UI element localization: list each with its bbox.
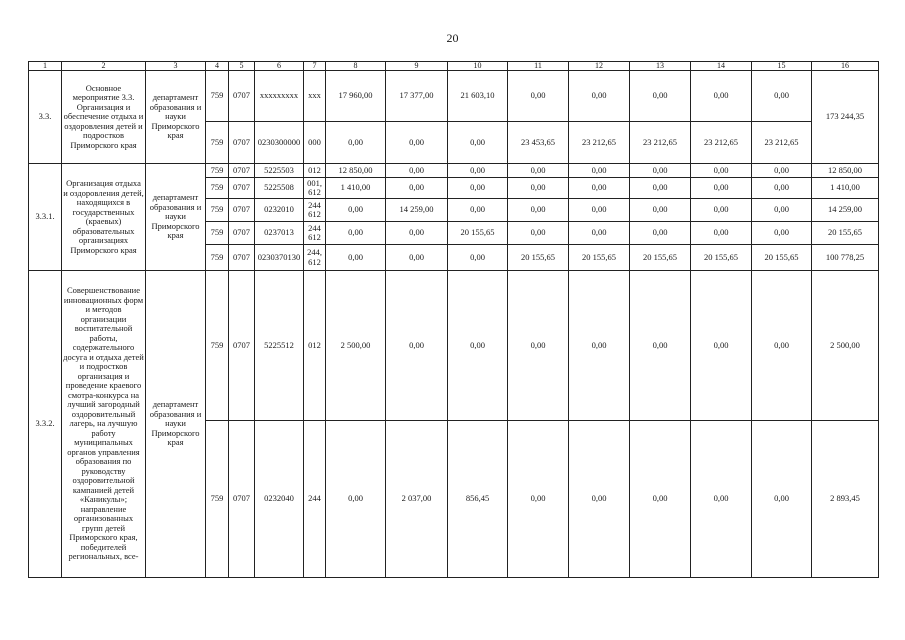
value-cell: 0,00 (508, 71, 569, 122)
table-cell: 759 (206, 222, 229, 245)
table-cell: 0707 (229, 245, 255, 271)
column-header: 2 (62, 62, 146, 71)
table-cell: 5225512 (255, 271, 304, 421)
value-cell: 20 155,65 (691, 245, 752, 271)
table-cell: 0232040 (255, 421, 304, 578)
table-cell: 5225508 (255, 178, 304, 199)
value-cell: 0,00 (448, 122, 508, 164)
value-cell: 12 850,00 (326, 164, 386, 178)
section-name: Основное мероприятие 3.3. Организация и обеспечение отдыха и оздоровления детей и подростков Приморского края (62, 71, 146, 164)
table-cell: 000 (304, 122, 326, 164)
value-cell: 2 500,00 (326, 271, 386, 421)
page-number: 20 (446, 31, 459, 45)
value-cell: 0,00 (569, 164, 630, 178)
value-cell: 23 453,65 (508, 122, 569, 164)
value-cell: 0,00 (630, 164, 691, 178)
value-cell: 0,00 (752, 164, 812, 178)
value-cell: 0,00 (508, 199, 569, 222)
value-cell: 23 212,65 (630, 122, 691, 164)
value-cell: 0,00 (386, 245, 448, 271)
department-cell: департамент образования и науки Приморского края (146, 164, 206, 271)
table-cell: 0230300000 (255, 122, 304, 164)
value-cell: 17 377,00 (386, 71, 448, 122)
table-cell: 759 (206, 421, 229, 578)
value-cell: 0,00 (569, 199, 630, 222)
value-cell: 0,00 (630, 71, 691, 122)
table-cell: 0237013 (255, 222, 304, 245)
table-cell: 5225503 (255, 164, 304, 178)
value-cell: 0,00 (386, 164, 448, 178)
value-cell: 0,00 (569, 71, 630, 122)
value-cell: 0,00 (752, 178, 812, 199)
column-header: 1 (29, 62, 62, 71)
value-cell: 0,00 (752, 199, 812, 222)
total-cell: 100 778,25 (812, 245, 879, 271)
value-cell: 0,00 (630, 178, 691, 199)
section-name: Совершенствование инновационных форм и методов организации воспитательной работы, содержательного досуга и отдыха детей и подростков организация и проведение краевого смотра-конкурса на лучший загородный оздоровительный лагерь, на лучшую работу муниципальных органов управления образования по руководству оздоровительной кампанией детей «Каникулы»; направление организованных групп детей Приморского края, победителей региональных, все- (62, 271, 146, 578)
table-cell: 0707 (229, 222, 255, 245)
table-cell: 0707 (229, 178, 255, 199)
value-cell: 0,00 (448, 199, 508, 222)
value-cell: 0,00 (630, 421, 691, 578)
column-header: 5 (229, 62, 255, 71)
table-cell: 759 (206, 245, 229, 271)
table-cell: 0232010 (255, 199, 304, 222)
table-cell: 759 (206, 71, 229, 122)
table-cell: 759 (206, 199, 229, 222)
value-cell: 0,00 (448, 245, 508, 271)
value-cell: 0,00 (691, 271, 752, 421)
value-cell: 0,00 (752, 421, 812, 578)
table-cell: 0707 (229, 164, 255, 178)
department-cell: департамент образования и науки Приморского края (146, 71, 206, 164)
value-cell: 0,00 (691, 164, 752, 178)
column-header: 4 (206, 62, 229, 71)
table-cell: 012 (304, 164, 326, 178)
table-cell: 244 612 (304, 199, 326, 222)
table-cell: ххх (304, 71, 326, 122)
value-cell: 0,00 (752, 271, 812, 421)
column-header: 11 (508, 62, 569, 71)
table-cell: 759 (206, 178, 229, 199)
department-cell: департамент образования и науки Приморского края (146, 271, 206, 578)
value-cell: 17 960,00 (326, 71, 386, 122)
value-cell: 0,00 (326, 122, 386, 164)
value-cell: 0,00 (752, 222, 812, 245)
value-cell: 0,00 (569, 421, 630, 578)
table-cell: 244, 612 (304, 245, 326, 271)
total-cell: 173 244,35 (812, 71, 879, 164)
value-cell: 0,00 (386, 271, 448, 421)
total-cell: 14 259,00 (812, 199, 879, 222)
total-cell: 2 893,45 (812, 421, 879, 578)
column-header: 7 (304, 62, 326, 71)
value-cell: 23 212,65 (569, 122, 630, 164)
value-cell: 20 155,65 (752, 245, 812, 271)
section-code: 3.3. (29, 71, 62, 164)
value-cell: 1 410,00 (326, 178, 386, 199)
value-cell: 0,00 (448, 271, 508, 421)
column-header: 13 (630, 62, 691, 71)
value-cell: 0,00 (569, 222, 630, 245)
value-cell: 0,00 (508, 421, 569, 578)
table-cell: 0230370130 (255, 245, 304, 271)
table-row (29, 164, 879, 178)
column-header: 8 (326, 62, 386, 71)
value-cell: 0,00 (630, 271, 691, 421)
table-cell: 759 (206, 122, 229, 164)
value-cell: 0,00 (326, 245, 386, 271)
total-cell: 20 155,65 (812, 222, 879, 245)
column-header: 12 (569, 62, 630, 71)
value-cell: 0,00 (630, 222, 691, 245)
value-cell: 23 212,65 (752, 122, 812, 164)
table-cell: 0707 (229, 199, 255, 222)
value-cell: 0,00 (326, 222, 386, 245)
column-header: 16 (812, 62, 879, 71)
value-cell: 0,00 (569, 271, 630, 421)
value-cell: 0,00 (691, 222, 752, 245)
table-cell: 001, 612 (304, 178, 326, 199)
table-cell: 759 (206, 164, 229, 178)
table-row (29, 71, 879, 122)
value-cell: 0,00 (508, 271, 569, 421)
section-name: Организация отдыха и оздоровления детей, находящихся в государственных (краевых) образовательных организациях Приморского края (62, 164, 146, 271)
table-cell: 0707 (229, 71, 255, 122)
column-header: 9 (386, 62, 448, 71)
value-cell: 0,00 (569, 178, 630, 199)
value-cell: 20 155,65 (569, 245, 630, 271)
value-cell: 0,00 (691, 178, 752, 199)
budget-table (28, 61, 879, 578)
value-cell: 2 037,00 (386, 421, 448, 578)
table-cell: 0707 (229, 271, 255, 421)
value-cell: 0,00 (386, 178, 448, 199)
value-cell: 20 155,65 (630, 245, 691, 271)
value-cell: 0,00 (630, 199, 691, 222)
value-cell: 0,00 (386, 122, 448, 164)
value-cell: 0,00 (752, 71, 812, 122)
table-cell: 244 612 (304, 222, 326, 245)
value-cell: 20 155,65 (508, 245, 569, 271)
value-cell: 0,00 (326, 421, 386, 578)
value-cell: 23 212,65 (691, 122, 752, 164)
table-cell: ххххххххх (255, 71, 304, 122)
value-cell: 0,00 (448, 178, 508, 199)
value-cell: 0,00 (508, 178, 569, 199)
table-cell: 759 (206, 271, 229, 421)
table-cell: 0707 (229, 421, 255, 578)
table-cell: 012 (304, 271, 326, 421)
value-cell: 0,00 (691, 71, 752, 122)
value-cell: 856,45 (448, 421, 508, 578)
column-header: 6 (255, 62, 304, 71)
column-header: 10 (448, 62, 508, 71)
table-cell: 244 (304, 421, 326, 578)
value-cell: 0,00 (508, 222, 569, 245)
value-cell: 0,00 (691, 421, 752, 578)
table-cell: 0707 (229, 122, 255, 164)
column-header: 3 (146, 62, 206, 71)
section-code: 3.3.2. (29, 271, 62, 578)
value-cell: 0,00 (386, 222, 448, 245)
total-cell: 2 500,00 (812, 271, 879, 421)
value-cell: 21 603,10 (448, 71, 508, 122)
header-row (29, 62, 879, 71)
column-header: 14 (691, 62, 752, 71)
value-cell: 0,00 (326, 199, 386, 222)
total-cell: 1 410,00 (812, 178, 879, 199)
value-cell: 20 155,65 (448, 222, 508, 245)
total-cell: 12 850,00 (812, 164, 879, 178)
value-cell: 0,00 (508, 164, 569, 178)
column-header: 15 (752, 62, 812, 71)
value-cell: 14 259,00 (386, 199, 448, 222)
section-code: 3.3.1. (29, 164, 62, 271)
value-cell: 0,00 (691, 199, 752, 222)
table-row (29, 271, 879, 421)
value-cell: 0,00 (448, 164, 508, 178)
